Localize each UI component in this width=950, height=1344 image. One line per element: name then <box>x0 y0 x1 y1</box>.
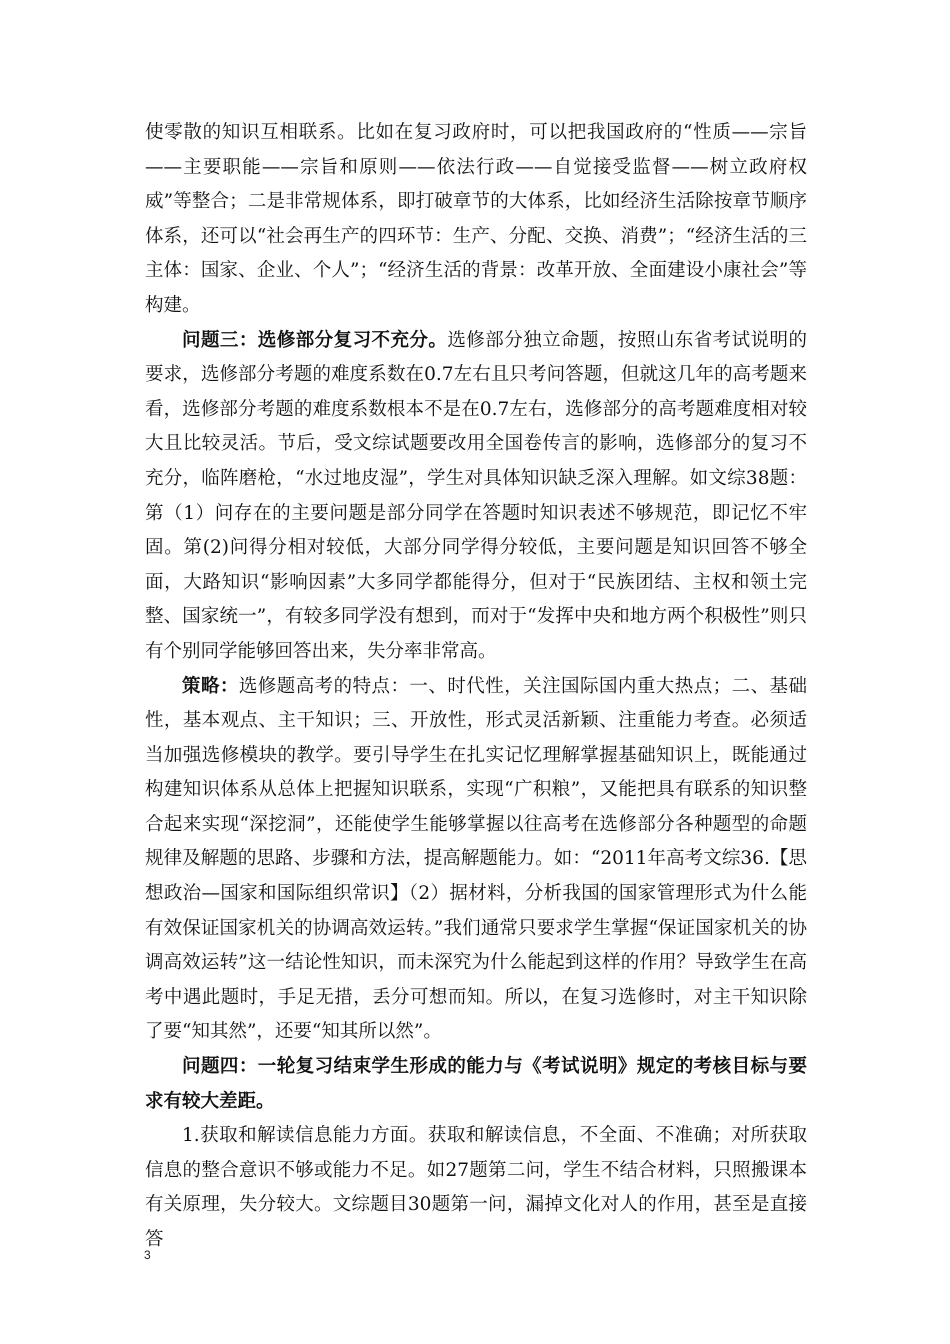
paragraph-text: 1.获取和解读信息能力方面。获取和解读信息，不全面、不准确；对所获取信息的整合意识不够或能力不足。如27题第二问，学生不结合材料，只照搬课本有关原理，失分较大。文综题目30题第一问，漏掉文化对人的作用，甚至是直接答 <box>145 1125 807 1250</box>
strategy-heading: 策略： <box>182 675 239 697</box>
paragraph-problem-three <box>145 324 807 670</box>
document-body <box>145 116 807 1258</box>
paragraph-problem-four <box>145 1050 807 1119</box>
problem-four-heading: 问题四：一轮复习结束学生形成的能力与《考试说明》规定的考核目标与要求有较大差距。 <box>145 1056 807 1112</box>
paragraph-text: 使零散的知识互相联系。比如在复习政府时，可以把我国政府的“性质——宗旨——主要职能——宗旨和原则——依法行政——自觉接受监督——树立政府权威”等整合；二是非常规体系，即打破章节的大体系，比如经济生活除按章节顺序体系，还可以“社会再生产的四环节：生产、分配、交换、消费”；“经济生活的三主体：国家、企业、个人”；“经济生活的背景：改革开放、全面建设小康社会”等构建。 <box>145 122 807 316</box>
paragraph-text: 选修题高考的特点：一、时代性，关注国际国内重大热点；二、基础性，基本观点、主干知识；三、开放性，形式灵活新颖、注重能力考查。必须适当加强选修模块的教学。要引导学生在扎实记忆理解掌握基础知识上，既能通过构建知识体系从总体上把握知识联系，实现“广积粮”，又能把具有联系的知识整合起来实现“深挖洞”，还能使学生能够掌握以往高考在选修部分各种题型的命题规律及解题的思路、步骤和方法，提高解题能力。如：“2011年高考文综36.【思想政治—国家和国际组织常识】（2）据材料，分析我国的国家管理形式为什么能有效保证国家机关的协调高效运转。”我们通常只要求学生掌握“保证国家机关的协调高效运转”这一结论性知识，而未深究为什么能起到这样的作用？导致学生在高考中遇此题时，手足无措，丢分可想而知。所以，在复习选修时，对主干知识除了要“知其然”，还要“知其所以然”。 <box>145 675 807 1043</box>
problem-three-heading: 问题三：选修部分复习不充分。 <box>182 329 448 351</box>
paragraph-continuation <box>145 116 807 324</box>
paragraph-strategy <box>145 670 807 1051</box>
page-number: 3 <box>144 1248 151 1262</box>
paragraph-item-one <box>145 1119 807 1257</box>
paragraph-text: 选修部分独立命题，按照山东省考试说明的要求，选修部分考题的难度系数在0.7左右且只考问答题，但就这几年的高考题来看，选修部分考题的难度系数根本不是在0.7左右，选修部分的高考题难度相对较大且比较灵活。节后，受文综试题要改用全国卷传言的影响，选修部分的复习不充分，临阵磨枪，“水过地皮湿”，学生对具体知识缺乏深入理解。如文综38题：第（1）问存在的主要问题是部分同学在答题时知识表述不够规范，即记忆不牢固。第(2)问得分相对较低，大部分同学得分较低，主要问题是知识回答不够全面，大路知识“影响因素”大多同学都能得分，但对于“民族团结、主权和领土完整、国家统一”，有较多同学没有想到，而对于“发挥中央和地方两个积极性”则只有个别同学能够回答出来，失分率非常高。 <box>145 329 807 662</box>
